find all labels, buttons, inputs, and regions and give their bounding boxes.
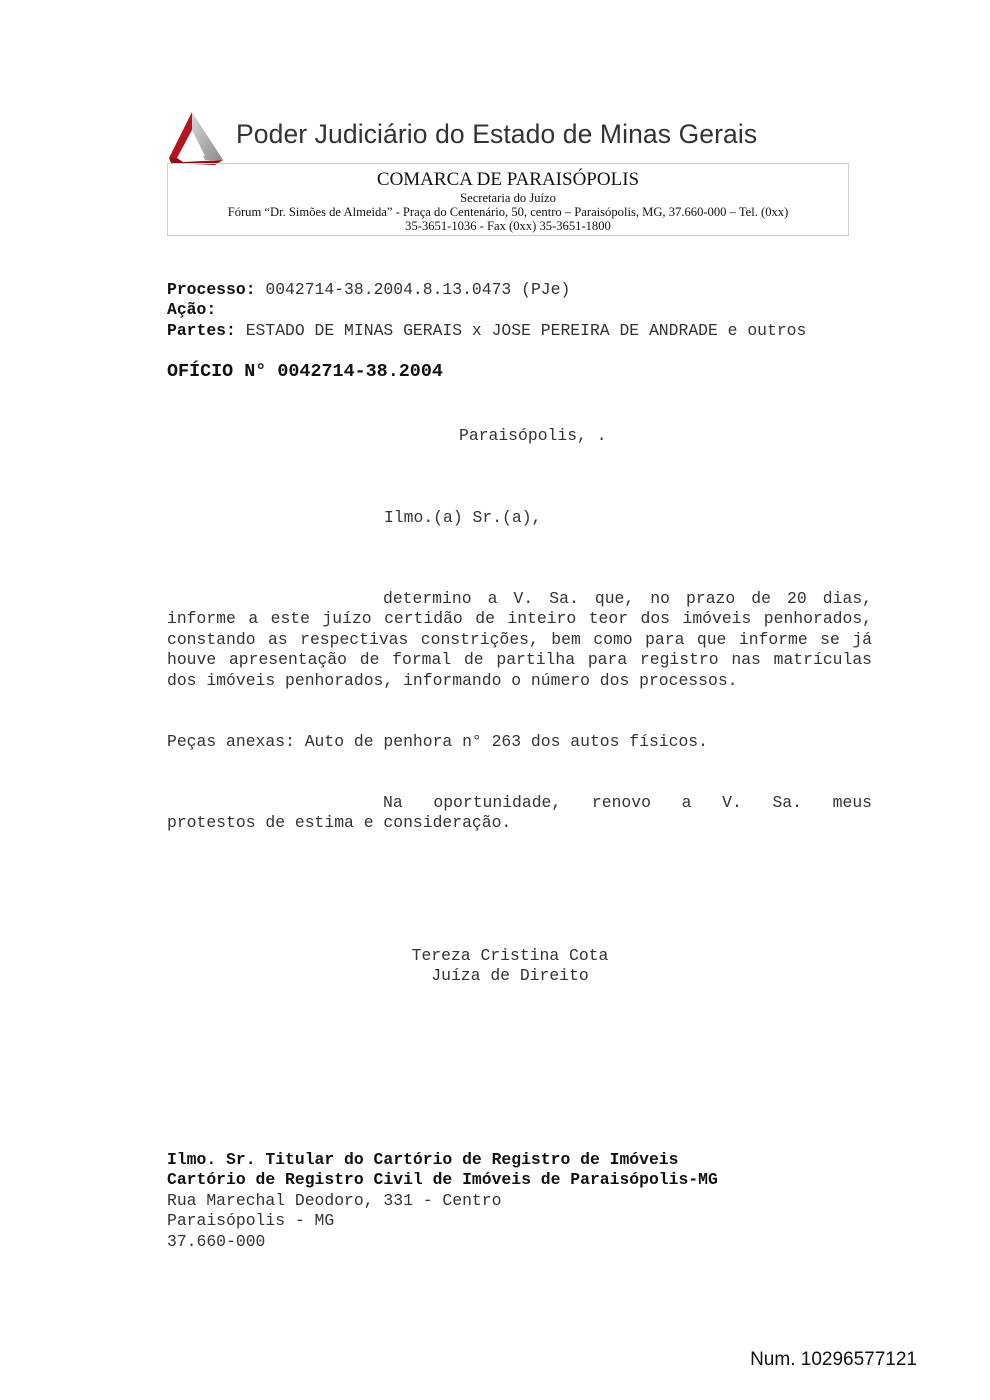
secretaria: Secretaria do Juízo: [460, 191, 556, 205]
processo-line: [167, 280, 872, 300]
address-line-2: 35-3651-1036 - Fax (0xx) 35-3651-1800: [405, 219, 611, 233]
acao-line: [167, 300, 872, 320]
oficio-title: OFÍCIO N° 0042714-38.2004: [167, 361, 443, 382]
acao-label: Ação:: [167, 300, 217, 320]
recipient-line-5: 37.660-000: [167, 1231, 266, 1251]
comarca-box: [167, 163, 849, 236]
closing-line-1: Na oportunidade, renovo a V. Sa. meus: [383, 793, 872, 812]
processo-value: 0042714-38.2004.8.13.0473 (PJe): [255, 280, 571, 299]
signature: [320, 946, 700, 987]
processo-label: Processo:: [167, 280, 256, 299]
partes-line: [167, 321, 872, 341]
partes-value: ESTADO DE MINAS GERAIS x JOSE PEREIRA DE ANDRADE e outros: [235, 320, 807, 340]
attachments-line: Peças anexas: Auto de penhora n° 263 dos autos físicos.: [167, 732, 708, 751]
body-paragraph: determino a V. Sa. que, no prazo de 20 dias, informe a este juízo certidão de inteiro teor dos imóveis penhorados, constando as respectivas constrições, bem como para que informe se já houve apresentação de formal de partilha para registro nas matrículas dos imóveis penhorados, informando o número dos processos.: [167, 589, 872, 690]
recipient-line-2: Cartório de Registro Civil de Imóveis de Paraisópolis-MG: [167, 1170, 718, 1190]
case-info: [167, 280, 872, 341]
recipient-line-1: Ilmo. Sr. Titular do Cartório de Registro de Imóveis: [167, 1150, 679, 1169]
recipient-line-3: Rua Marechal Deodoro, 331 - Centro: [167, 1190, 502, 1210]
date-line: Paraisópolis, .: [459, 426, 607, 445]
partes-label: Partes:: [167, 320, 236, 340]
closing-paragraph: [167, 793, 872, 834]
triangle-logo-icon: [165, 110, 225, 166]
signature-role: Juíza de Direito: [431, 966, 589, 986]
address-line-1: Fórum “Dr. Simões de Almeida” - Praça do Centenário, 50, centro – Paraisópolis, MG, 37.660-000 – Tel. (0xx): [227, 205, 789, 219]
signature-name: Tereza Cristina Cota: [411, 946, 609, 965]
comarca-title: COMARCA DE PARAISÓPOLIS: [376, 169, 640, 190]
document-number: Num. 10296577121: [750, 1349, 917, 1370]
recipient-line-4: Paraisópolis - MG: [167, 1211, 335, 1231]
recipient-block: [167, 1150, 872, 1252]
court-name: Poder Judiciário do Estado de Minas Gerais: [236, 119, 758, 149]
salutation: Ilmo.(a) Sr.(a),: [384, 508, 542, 527]
closing-line-2: protestos de estima e consideração.: [167, 813, 512, 833]
